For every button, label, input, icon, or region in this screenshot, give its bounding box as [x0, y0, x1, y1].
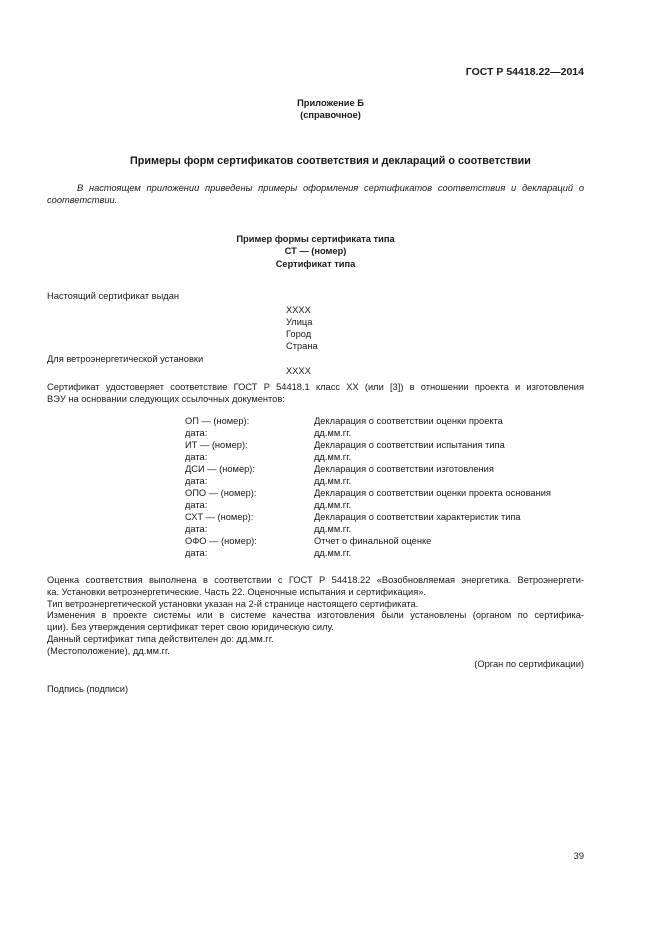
reference-description: Декларация о соответствии характеристик типа	[314, 512, 521, 522]
reference-code: ОПО — (номер):	[185, 488, 257, 498]
assessment-line-3: Тип ветроэнергетической установки указан на 2-й странице настоящего сертификата.	[47, 598, 419, 609]
assessment-line-5: ции). Без утверждения сертификат терет свою юридическую силу.	[47, 622, 334, 633]
turbine-value: XXXX	[286, 366, 311, 376]
reference-date-label: дата:	[185, 476, 208, 486]
certifies-line-1: Сертификат удостоверяет соответствие ГОСТ Р 54418.1 класс XX (или [3]) в отношении проекта и изготовления	[47, 382, 584, 392]
certification-body: (Орган по сертификации)	[474, 659, 584, 669]
reference-codes	[185, 415, 257, 559]
reference-date-label: дата:	[185, 500, 208, 510]
reference-description: Декларация о соответствии оценки проекта	[314, 416, 503, 426]
certificate-number: СТ — (номер)	[284, 246, 347, 256]
reference-date: дд.мм.гг.	[314, 548, 352, 558]
certifies-line-2: ВЭУ на основании следующих ссылочных документов:	[47, 393, 285, 404]
reference-date-label: дата:	[185, 428, 208, 438]
intro-paragraph	[47, 183, 584, 207]
standard-number: ГОСТ Р 54418.22—2014	[465, 66, 584, 78]
assessment-line-2: ка. Установки ветроэнергетические. Часть 22. Оценочные испытания и сертификация».	[47, 586, 426, 597]
reference-description: Отчет о финальной оценке	[314, 536, 432, 546]
issued-label: Настоящий сертификат выдан	[47, 291, 180, 301]
issued-name: XXXX	[286, 305, 311, 315]
page-number: 39	[573, 851, 584, 861]
issued-street: Улица	[286, 317, 313, 327]
intro-line-2: соответствии.	[47, 194, 118, 205]
assessment-paragraph	[47, 575, 584, 658]
reference-code: ДСИ — (номер):	[185, 464, 255, 474]
reference-description: Декларация о соответствии оценки проекта основания	[314, 488, 551, 498]
example-heading: Пример формы сертификата типа	[236, 234, 395, 244]
assessment-line-6: Данный сертификат типа действителен до: дд.мм.гг.	[47, 633, 274, 644]
reference-date: дд.мм.гг.	[314, 500, 352, 510]
reference-date-label: дата:	[185, 524, 208, 534]
signature-label: Подпись (подписи)	[47, 684, 129, 694]
reference-date: дд.мм.гг.	[314, 428, 352, 438]
certifies-paragraph	[47, 382, 584, 406]
reference-description: Декларация о соответствии испытания типа	[314, 440, 505, 450]
annex-subtitle: (справочное)	[300, 110, 361, 120]
reference-date-label: дата:	[185, 452, 208, 462]
assessment-line-7: (Местоположение), дд.мм.гг.	[47, 645, 170, 656]
reference-date: дд.мм.гг.	[314, 452, 352, 462]
reference-code: ОФО — (номер):	[185, 536, 257, 546]
issued-country: Страна	[286, 341, 318, 351]
main-title: Примеры форм сертификатов соответствия и деклараций о соответствии	[130, 155, 531, 167]
reference-date-label: дата:	[185, 548, 208, 558]
assessment-line-1: Оценка соответствия выполнена в соответствии с ГОСТ Р 54418.22 «Возобновляемая энергетика. Ветроэнергети-	[47, 575, 584, 585]
issued-city: Город	[286, 329, 312, 339]
reference-date: дд.мм.гг.	[314, 524, 352, 534]
reference-date: дд.мм.гг.	[314, 476, 352, 486]
reference-description: Декларация о соответствии изготовления	[314, 464, 494, 474]
reference-code: СХТ — (номер):	[185, 512, 254, 522]
reference-code: ОП — (номер):	[185, 416, 250, 426]
turbine-label: Для ветроэнергетической установки	[47, 354, 204, 364]
annex-title: Приложение Б	[297, 98, 364, 108]
certificate-type-title: Сертификат типа	[275, 259, 356, 269]
intro-line-1: В настоящем приложении приведены примеры оформления сертификатов соответствия и деклараций о	[77, 183, 584, 193]
reference-descriptions	[314, 415, 551, 559]
reference-code: ИТ — (номер):	[185, 440, 248, 450]
assessment-line-4: Изменения в проекте системы или в системе качества изготовления были установлены (органом по сертифика-	[47, 610, 584, 621]
